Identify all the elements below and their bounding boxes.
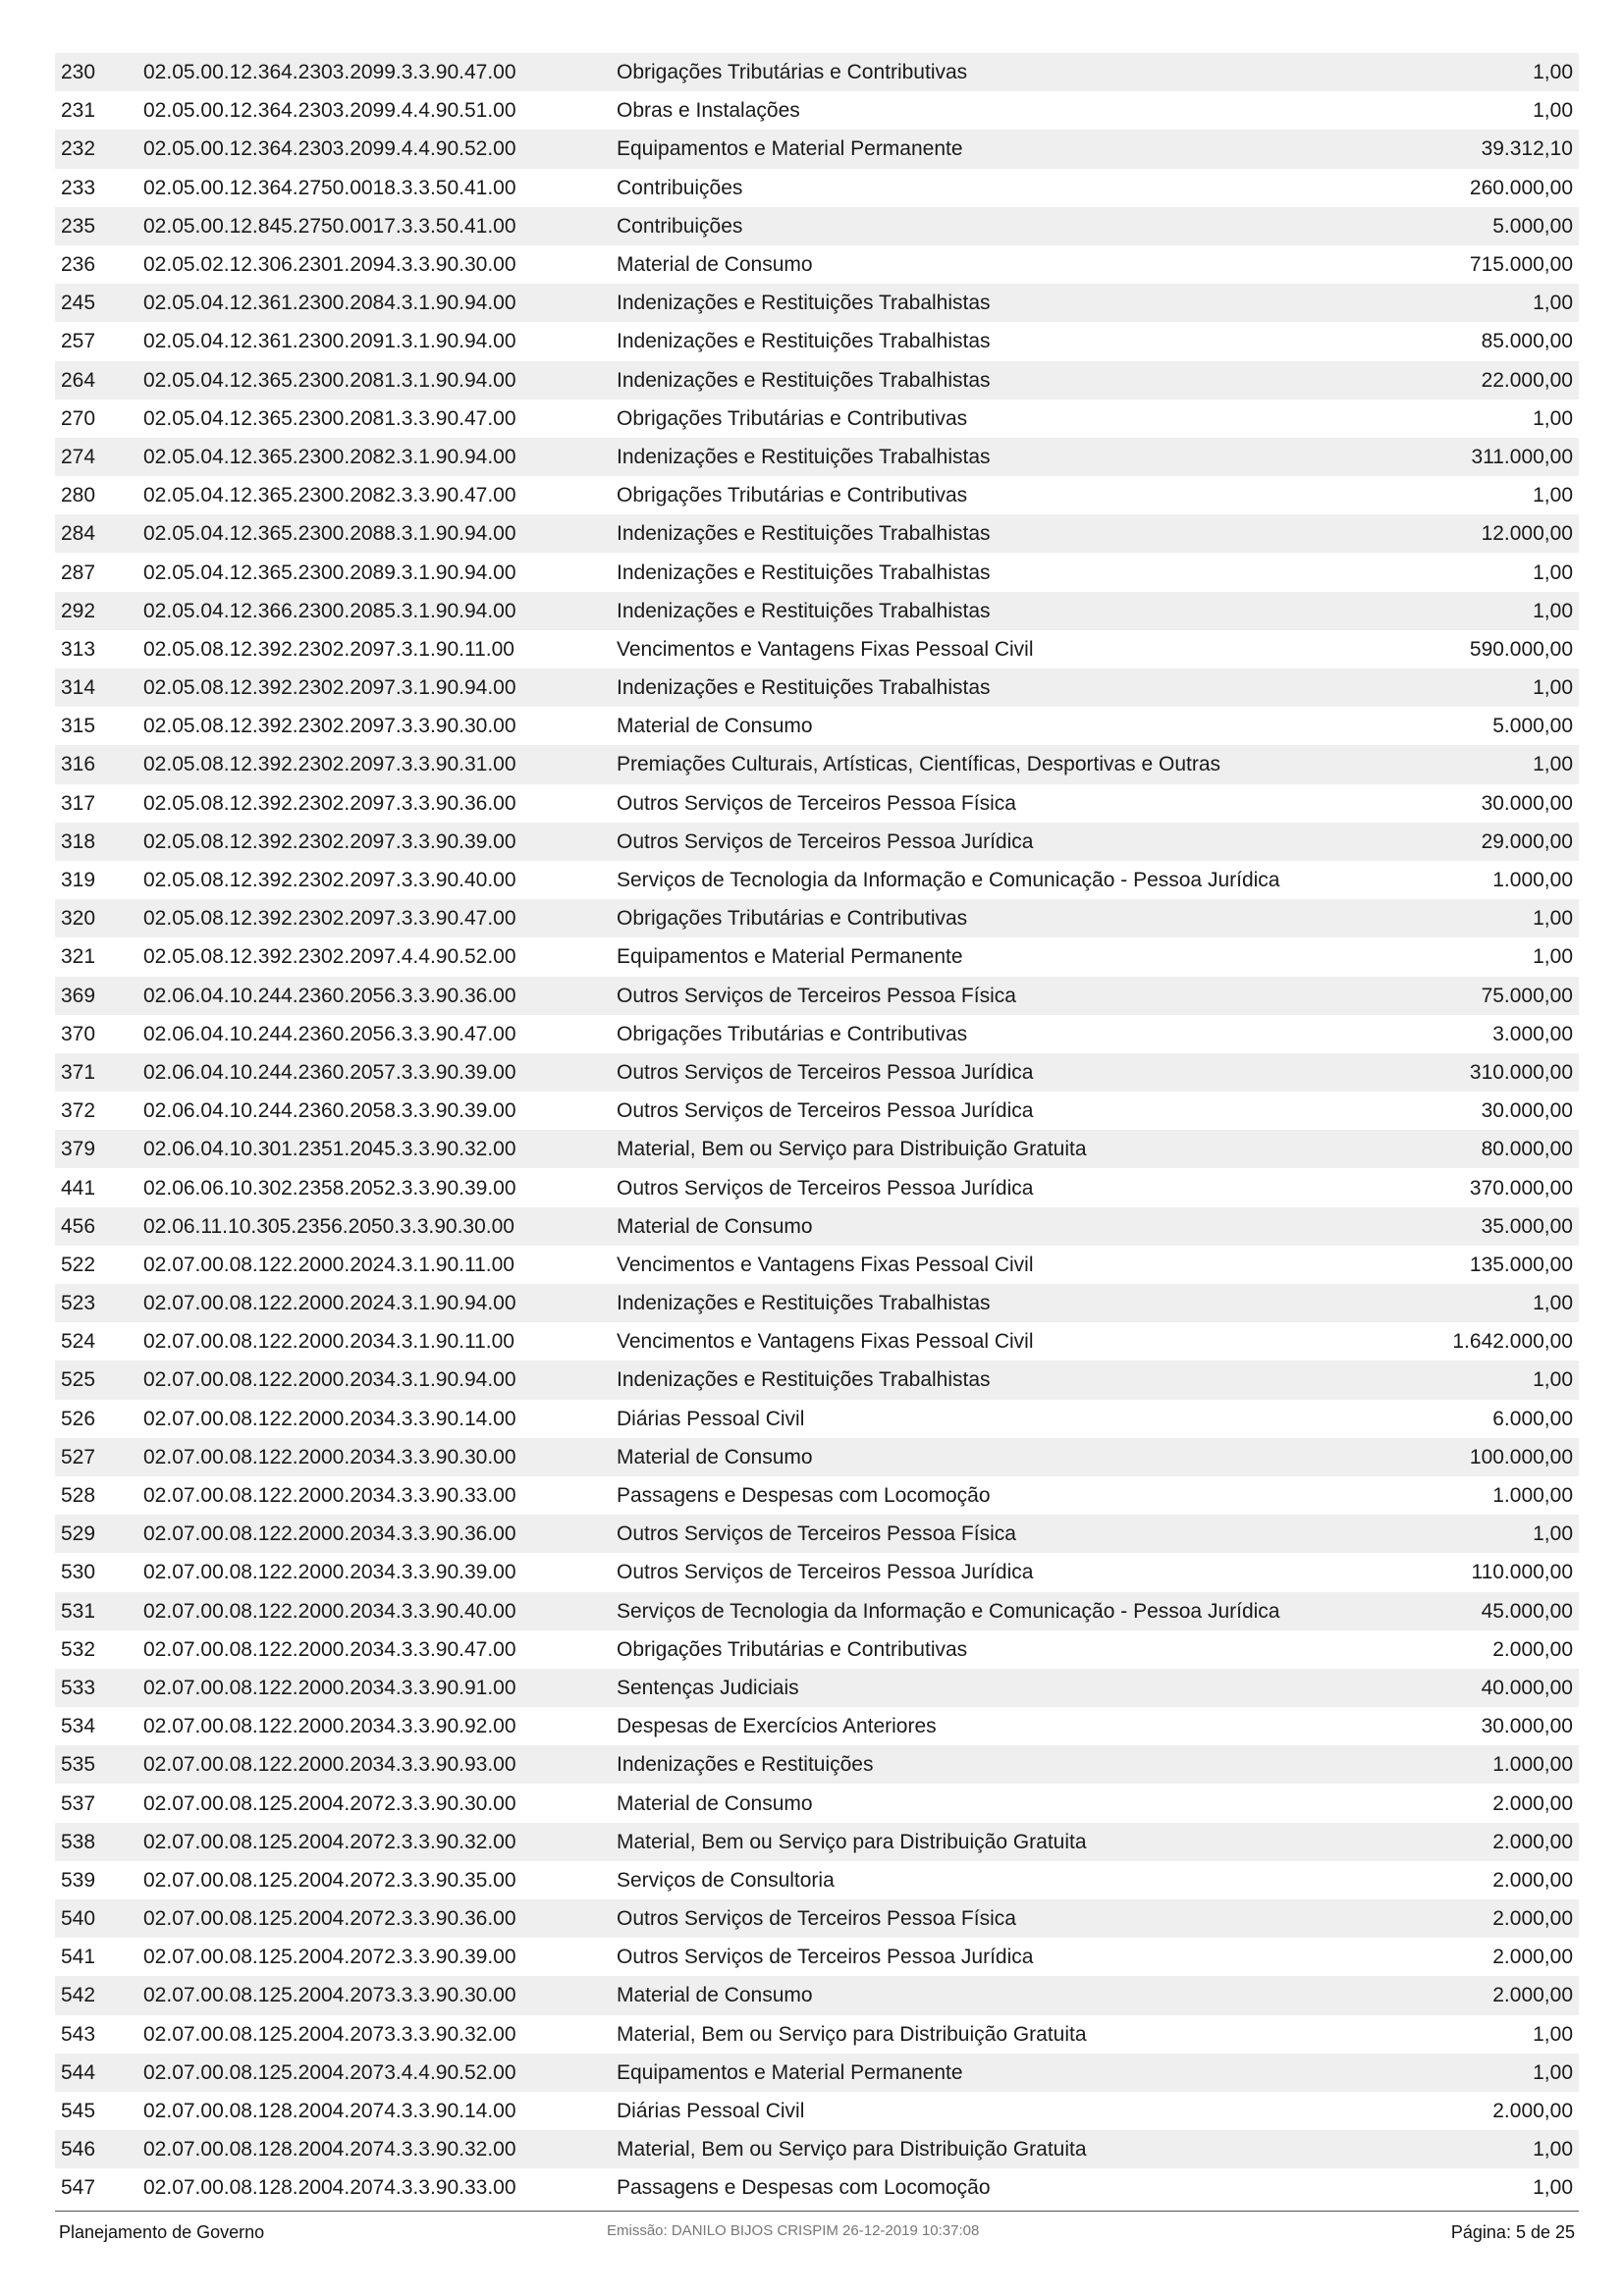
amount-value: 22.000,00	[1481, 368, 1573, 392]
footer-page-number: Página: 5 de 25	[1450, 2222, 1575, 2242]
table-row	[55, 53, 1579, 91]
table-row	[55, 1784, 1579, 1822]
amount-value: 310.000,00	[1469, 1060, 1573, 1084]
amount-value: 1,00	[1533, 599, 1573, 622]
row-number: 522	[61, 1253, 96, 1276]
expense-description: Serviços de Consultoria	[617, 1868, 835, 1892]
table-row	[55, 476, 1579, 514]
budget-code: 02.07.00.08.122.2000.2034.3.3.90.33.00	[143, 1484, 516, 1508]
page-footer	[55, 2211, 1579, 2251]
budget-code: 02.05.00.12.364.2303.2099.4.4.90.52.00	[143, 137, 516, 161]
table-row	[55, 1361, 1579, 1399]
amount-value: 1,00	[1533, 907, 1573, 931]
budget-code: 02.07.00.08.125.2004.2072.3.3.90.35.00	[143, 1868, 516, 1892]
row-number: 523	[61, 1292, 96, 1315]
expense-description: Outros Serviços de Terceiros Pessoa Jurídica	[617, 1176, 1034, 1200]
expense-description: Diárias Pessoal Civil	[617, 2100, 805, 2123]
expense-description: Passagens e Despesas com Locomoção	[617, 2176, 991, 2200]
table-row	[55, 745, 1579, 783]
table-row	[55, 784, 1579, 823]
row-number: 529	[61, 1522, 96, 1546]
table-row	[55, 977, 1579, 1015]
row-number: 456	[61, 1214, 96, 1238]
expense-description: Material, Bem ou Serviço para Distribuição Gratuita	[617, 2022, 1087, 2046]
expense-description: Indenizações e Restituições Trabalhistas	[617, 561, 991, 584]
table-row	[55, 937, 1579, 976]
expense-description: Passagens e Despesas com Locomoção	[617, 1484, 991, 1508]
budget-code: 02.05.04.12.361.2300.2084.3.1.90.94.00	[143, 292, 516, 315]
row-number: 235	[61, 214, 96, 238]
amount-value: 1.000,00	[1492, 1484, 1573, 1508]
expense-description: Obrigações Tributárias e Contributivas	[617, 907, 968, 931]
table-row	[55, 1092, 1579, 1130]
row-number: 371	[61, 1060, 96, 1084]
expense-description: Material de Consumo	[617, 253, 813, 277]
budget-code: 02.06.11.10.305.2356.2050.3.3.90.30.00	[143, 1214, 514, 1238]
row-number: 314	[61, 676, 96, 700]
amount-value: 6.000,00	[1492, 1407, 1573, 1430]
budget-code: 02.05.04.12.365.2300.2081.3.3.90.47.00	[143, 406, 516, 430]
table-row	[55, 553, 1579, 591]
expense-description: Indenizações e Restituições Trabalhistas	[617, 1292, 991, 1315]
table-row	[55, 1053, 1579, 1092]
amount-value: 1,00	[1533, 2138, 1573, 2162]
amount-value: 1,00	[1533, 2176, 1573, 2200]
table-row	[55, 2015, 1579, 2054]
budget-code: 02.07.00.08.122.2000.2034.3.3.90.93.00	[143, 1753, 516, 1777]
row-number: 540	[61, 1907, 96, 1931]
amount-value: 1,00	[1533, 676, 1573, 700]
budget-code: 02.07.00.08.125.2004.2073.4.4.90.52.00	[143, 2060, 516, 2084]
expense-description: Outros Serviços de Terceiros Pessoa Jurídica	[617, 829, 1034, 853]
expense-description: Indenizações e Restituições Trabalhistas	[617, 676, 991, 700]
expense-description: Indenizações e Restituições Trabalhistas	[617, 292, 991, 315]
budget-code: 02.05.00.12.364.2303.2099.3.3.90.47.00	[143, 61, 516, 84]
row-number: 369	[61, 984, 96, 1007]
amount-value: 311.000,00	[1471, 445, 1573, 468]
row-number: 257	[61, 330, 96, 353]
row-number: 539	[61, 1868, 96, 1892]
expense-description: Material de Consumo	[617, 1214, 813, 1238]
budget-code: 02.07.00.08.125.2004.2072.3.3.90.30.00	[143, 1791, 516, 1815]
expense-description: Material, Bem ou Serviço para Distribuição Gratuita	[617, 2138, 1087, 2162]
table-row	[55, 2054, 1579, 2092]
table-row	[55, 1938, 1579, 1976]
amount-value: 135.000,00	[1469, 1253, 1573, 1276]
amount-value: 1,00	[1533, 61, 1573, 84]
row-number: 231	[61, 99, 96, 123]
row-number: 264	[61, 368, 96, 392]
budget-code: 02.07.00.08.128.2004.2074.3.3.90.32.00	[143, 2138, 516, 2162]
row-number: 292	[61, 599, 96, 622]
amount-value: 1,00	[1533, 1368, 1573, 1392]
expense-description: Material, Bem ou Serviço para Distribuição Gratuita	[617, 1830, 1087, 1853]
amount-value: 75.000,00	[1481, 984, 1573, 1007]
table-row	[55, 1899, 1579, 1938]
expense-description: Sentenças Judiciais	[617, 1676, 799, 1699]
amount-value: 80.000,00	[1481, 1138, 1573, 1161]
expense-description: Outros Serviços de Terceiros Pessoa Física	[617, 791, 1016, 815]
row-number: 318	[61, 829, 96, 853]
expense-description: Despesas de Exercícios Anteriores	[617, 1715, 937, 1738]
row-number: 531	[61, 1599, 96, 1623]
table-row	[55, 1246, 1579, 1284]
amount-value: 715.000,00	[1469, 253, 1573, 277]
budget-code: 02.05.00.12.364.2303.2099.4.4.90.51.00	[143, 99, 516, 123]
expense-description: Indenizações e Restituições Trabalhistas	[617, 599, 991, 622]
expense-description: Vencimentos e Vantagens Fixas Pessoal Civil	[617, 1253, 1034, 1276]
expense-description: Diárias Pessoal Civil	[617, 1407, 805, 1430]
budget-code: 02.05.08.12.392.2302.2097.3.3.90.36.00	[143, 791, 516, 815]
amount-value: 1,00	[1533, 99, 1573, 123]
amount-value: 1,00	[1533, 484, 1573, 507]
table-row	[55, 1015, 1579, 1053]
budget-code: 02.07.00.08.122.2000.2034.3.3.90.39.00	[143, 1561, 516, 1584]
budget-table	[55, 53, 1579, 2208]
table-row	[55, 1745, 1579, 1784]
table-row	[55, 1553, 1579, 1591]
row-number: 544	[61, 2060, 96, 2084]
amount-value: 45.000,00	[1481, 1599, 1573, 1623]
budget-code: 02.07.00.08.128.2004.2074.3.3.90.33.00	[143, 2176, 516, 2200]
expense-description: Material de Consumo	[617, 715, 813, 738]
expense-description: Serviços de Tecnologia da Informação e Comunicação - Pessoa Jurídica	[617, 1599, 1280, 1623]
row-number: 313	[61, 637, 96, 661]
row-number: 284	[61, 522, 96, 546]
expense-description: Equipamentos e Material Permanente	[617, 2060, 963, 2084]
row-number: 320	[61, 907, 96, 931]
row-number: 280	[61, 484, 96, 507]
expense-description: Outros Serviços de Terceiros Pessoa Jurídica	[617, 1946, 1034, 1969]
budget-code: 02.05.00.12.364.2750.0018.3.3.50.41.00	[143, 176, 516, 199]
row-number: 315	[61, 715, 96, 738]
budget-code: 02.07.00.08.122.2000.2034.3.3.90.91.00	[143, 1676, 516, 1699]
expense-description: Outros Serviços de Terceiros Pessoa Jurídica	[617, 1561, 1034, 1584]
row-number: 543	[61, 2022, 96, 2046]
amount-value: 30.000,00	[1481, 1099, 1573, 1123]
row-number: 532	[61, 1637, 96, 1661]
row-number: 370	[61, 1022, 96, 1045]
budget-code: 02.07.00.08.122.2000.2034.3.1.90.11.00	[143, 1330, 514, 1354]
expense-description: Obrigações Tributárias e Contributivas	[617, 1637, 968, 1661]
budget-code: 02.05.04.12.365.2300.2081.3.1.90.94.00	[143, 368, 516, 392]
table-row	[55, 2092, 1579, 2130]
budget-code: 02.07.00.08.122.2000.2024.3.1.90.94.00	[143, 1292, 516, 1315]
expense-description: Outros Serviços de Terceiros Pessoa Física	[617, 984, 1016, 1007]
row-number: 232	[61, 137, 96, 161]
expense-description: Material, Bem ou Serviço para Distribuição Gratuita	[617, 1138, 1087, 1161]
table-row	[55, 1168, 1579, 1206]
row-number: 524	[61, 1330, 96, 1354]
row-number: 547	[61, 2176, 96, 2200]
amount-value: 5.000,00	[1492, 214, 1573, 238]
row-number: 317	[61, 791, 96, 815]
amount-value: 1,00	[1533, 2060, 1573, 2084]
table-row	[55, 245, 1579, 284]
row-number: 236	[61, 253, 96, 277]
budget-code: 02.06.04.10.244.2360.2058.3.3.90.39.00	[143, 1099, 516, 1123]
footer-emission: Emissão: DANILO BIJOS CRISPIM 26-12-2019 10:37:08	[607, 2222, 980, 2239]
table-row	[55, 284, 1579, 322]
budget-table-body	[55, 53, 1579, 2208]
table-row	[55, 1438, 1579, 1476]
row-number: 274	[61, 445, 96, 468]
row-number: 542	[61, 1984, 96, 2007]
amount-value: 40.000,00	[1481, 1676, 1573, 1699]
table-row	[55, 438, 1579, 476]
table-row	[55, 1861, 1579, 1899]
expense-description: Outros Serviços de Terceiros Pessoa Física	[617, 1907, 1016, 1931]
amount-value: 110.000,00	[1471, 1561, 1573, 1584]
amount-value: 1,00	[1533, 1292, 1573, 1315]
budget-code: 02.05.08.12.392.2302.2097.3.3.90.31.00	[143, 753, 516, 776]
row-number: 526	[61, 1407, 96, 1430]
amount-value: 2.000,00	[1492, 1946, 1573, 1969]
amount-value: 2.000,00	[1492, 1984, 1573, 2007]
amount-value: 2.000,00	[1492, 1791, 1573, 1815]
budget-code: 02.05.02.12.306.2301.2094.3.3.90.30.00	[143, 253, 516, 277]
table-row	[55, 1707, 1579, 1745]
table-row	[55, 207, 1579, 245]
table-row	[55, 361, 1579, 400]
row-number: 530	[61, 1561, 96, 1584]
row-number: 270	[61, 406, 96, 430]
budget-code: 02.05.04.12.365.2300.2088.3.1.90.94.00	[143, 522, 516, 546]
table-row	[55, 1284, 1579, 1322]
row-number: 541	[61, 1946, 96, 1969]
expense-description: Equipamentos e Material Permanente	[617, 137, 963, 161]
amount-value: 1,00	[1533, 753, 1573, 776]
amount-value: 29.000,00	[1481, 829, 1573, 853]
budget-code: 02.07.00.08.125.2004.2073.3.3.90.32.00	[143, 2022, 516, 2046]
amount-value: 3.000,00	[1492, 1022, 1573, 1045]
budget-code: 02.05.04.12.365.2300.2089.3.1.90.94.00	[143, 561, 516, 584]
amount-value: 1.642.000,00	[1452, 1330, 1573, 1354]
budget-code: 02.07.00.08.122.2000.2034.3.1.90.94.00	[143, 1368, 516, 1392]
row-number: 546	[61, 2138, 96, 2162]
row-number: 538	[61, 1830, 96, 1853]
table-row	[55, 1669, 1579, 1707]
expense-description: Indenizações e Restituições Trabalhistas	[617, 368, 991, 392]
budget-code: 02.05.08.12.392.2302.2097.3.1.90.94.00	[143, 676, 516, 700]
row-number: 372	[61, 1099, 96, 1123]
budget-code: 02.07.00.08.125.2004.2073.3.3.90.30.00	[143, 1984, 516, 2007]
amount-value: 260.000,00	[1469, 176, 1573, 199]
table-row	[55, 2130, 1579, 2168]
amount-value: 2.000,00	[1492, 1907, 1573, 1931]
expense-description: Obrigações Tributárias e Contributivas	[617, 61, 968, 84]
budget-code: 02.05.00.12.845.2750.0017.3.3.50.41.00	[143, 214, 516, 238]
expense-description: Contribuições	[617, 176, 743, 199]
budget-code: 02.05.04.12.366.2300.2085.3.1.90.94.00	[143, 599, 516, 622]
row-number: 319	[61, 869, 96, 892]
expense-description: Premiações Culturais, Artísticas, Científicas, Desportivas e Outras	[617, 753, 1221, 776]
row-number: 528	[61, 1484, 96, 1508]
table-row	[55, 1322, 1579, 1361]
amount-value: 39.312,10	[1481, 137, 1573, 161]
budget-code: 02.07.00.08.122.2000.2034.3.3.90.47.00	[143, 1637, 516, 1661]
budget-code: 02.06.06.10.302.2358.2052.3.3.90.39.00	[143, 1176, 516, 1200]
expense-description: Obras e Instalações	[617, 99, 800, 123]
amount-value: 1,00	[1533, 2022, 1573, 2046]
budget-code: 02.07.00.08.122.2000.2034.3.3.90.14.00	[143, 1407, 516, 1430]
budget-code: 02.07.00.08.125.2004.2072.3.3.90.36.00	[143, 1907, 516, 1931]
row-number: 537	[61, 1791, 96, 1815]
amount-value: 1,00	[1533, 406, 1573, 430]
row-number: 316	[61, 753, 96, 776]
row-number: 534	[61, 1715, 96, 1738]
table-row	[55, 1400, 1579, 1438]
document-page	[55, 53, 1579, 2208]
budget-code: 02.07.00.08.125.2004.2072.3.3.90.39.00	[143, 1946, 516, 1969]
budget-code: 02.05.04.12.365.2300.2082.3.3.90.47.00	[143, 484, 516, 507]
amount-value: 35.000,00	[1481, 1214, 1573, 1238]
budget-code: 02.05.08.12.392.2302.2097.3.3.90.47.00	[143, 907, 516, 931]
table-row	[55, 400, 1579, 438]
expense-description: Material de Consumo	[617, 1445, 813, 1468]
budget-code: 02.05.08.12.392.2302.2097.3.3.90.39.00	[143, 829, 516, 853]
amount-value: 2.000,00	[1492, 1868, 1573, 1892]
table-row	[55, 1630, 1579, 1669]
amount-value: 1,00	[1533, 292, 1573, 315]
table-row	[55, 514, 1579, 553]
budget-code: 02.06.04.10.244.2360.2056.3.3.90.47.00	[143, 1022, 516, 1045]
row-number: 545	[61, 2100, 96, 2123]
expense-description: Indenizações e Restituições	[617, 1753, 874, 1777]
table-row	[55, 2168, 1579, 2207]
amount-value: 12.000,00	[1481, 522, 1573, 546]
amount-value: 2.000,00	[1492, 1830, 1573, 1853]
amount-value: 30.000,00	[1481, 791, 1573, 815]
footer-department: Planejamento de Governo	[59, 2222, 265, 2242]
expense-description: Indenizações e Restituições Trabalhistas	[617, 330, 991, 353]
expense-description: Outros Serviços de Terceiros Pessoa Jurídica	[617, 1099, 1034, 1123]
table-row	[55, 861, 1579, 899]
amount-value: 1,00	[1533, 561, 1573, 584]
expense-description: Obrigações Tributárias e Contributivas	[617, 484, 968, 507]
expense-description: Obrigações Tributárias e Contributivas	[617, 406, 968, 430]
table-row	[55, 130, 1579, 168]
budget-code: 02.06.04.10.244.2360.2056.3.3.90.36.00	[143, 984, 516, 1007]
expense-description: Material de Consumo	[617, 1791, 813, 1815]
amount-value: 1,00	[1533, 1522, 1573, 1546]
row-number: 525	[61, 1368, 96, 1392]
row-number: 533	[61, 1676, 96, 1699]
table-row	[55, 592, 1579, 630]
amount-value: 85.000,00	[1481, 330, 1573, 353]
expense-description: Indenizações e Restituições Trabalhistas	[617, 445, 991, 468]
amount-value: 2.000,00	[1492, 2100, 1573, 2123]
expense-description: Obrigações Tributárias e Contributivas	[617, 1022, 968, 1045]
table-row	[55, 707, 1579, 745]
expense-description: Outros Serviços de Terceiros Pessoa Física	[617, 1522, 1016, 1546]
table-row	[55, 630, 1579, 668]
expense-description: Vencimentos e Vantagens Fixas Pessoal Civil	[617, 637, 1034, 661]
row-number: 379	[61, 1138, 96, 1161]
table-row	[55, 899, 1579, 937]
expense-description: Serviços de Tecnologia da Informação e Comunicação - Pessoa Jurídica	[617, 869, 1280, 892]
row-number: 535	[61, 1753, 96, 1777]
table-row	[55, 1476, 1579, 1515]
row-number: 233	[61, 176, 96, 199]
table-row	[55, 1976, 1579, 2014]
budget-code: 02.07.00.08.128.2004.2074.3.3.90.14.00	[143, 2100, 516, 2123]
amount-value: 100.000,00	[1469, 1445, 1573, 1468]
table-row	[55, 668, 1579, 707]
amount-value: 30.000,00	[1481, 1715, 1573, 1738]
budget-code: 02.07.00.08.122.2000.2034.3.3.90.40.00	[143, 1599, 516, 1623]
amount-value: 1,00	[1533, 945, 1573, 969]
table-row	[55, 1592, 1579, 1630]
expense-description: Outros Serviços de Terceiros Pessoa Jurídica	[617, 1060, 1034, 1084]
table-row	[55, 823, 1579, 861]
budget-code: 02.05.08.12.392.2302.2097.3.1.90.11.00	[143, 637, 514, 661]
row-number: 230	[61, 61, 96, 84]
budget-code: 02.07.00.08.122.2000.2034.3.3.90.30.00	[143, 1445, 516, 1468]
amount-value: 370.000,00	[1469, 1176, 1573, 1200]
table-row	[55, 1130, 1579, 1168]
expense-description: Contribuições	[617, 214, 743, 238]
expense-description: Indenizações e Restituições Trabalhistas	[617, 522, 991, 546]
amount-value: 5.000,00	[1492, 715, 1573, 738]
amount-value: 2.000,00	[1492, 1637, 1573, 1661]
table-row	[55, 91, 1579, 130]
budget-code: 02.05.04.12.361.2300.2091.3.1.90.94.00	[143, 330, 516, 353]
budget-code: 02.05.08.12.392.2302.2097.3.3.90.30.00	[143, 715, 516, 738]
row-number: 287	[61, 561, 96, 584]
budget-code: 02.07.00.08.122.2000.2034.3.3.90.92.00	[143, 1715, 516, 1738]
amount-value: 1.000,00	[1492, 1753, 1573, 1777]
row-number: 321	[61, 945, 96, 969]
budget-code: 02.06.04.10.244.2360.2057.3.3.90.39.00	[143, 1060, 516, 1084]
expense-description: Material de Consumo	[617, 1984, 813, 2007]
table-row	[55, 169, 1579, 207]
table-row	[55, 1207, 1579, 1246]
table-row	[55, 1823, 1579, 1861]
expense-description: Vencimentos e Vantagens Fixas Pessoal Civil	[617, 1330, 1034, 1354]
table-row	[55, 322, 1579, 360]
expense-description: Indenizações e Restituições Trabalhistas	[617, 1368, 991, 1392]
budget-code: 02.05.04.12.365.2300.2082.3.1.90.94.00	[143, 445, 516, 468]
row-number: 527	[61, 1445, 96, 1468]
row-number: 245	[61, 292, 96, 315]
budget-code: 02.07.00.08.122.2000.2024.3.1.90.11.00	[143, 1253, 514, 1276]
table-row	[55, 1515, 1579, 1553]
budget-code: 02.07.00.08.125.2004.2072.3.3.90.32.00	[143, 1830, 516, 1853]
budget-code: 02.07.00.08.122.2000.2034.3.3.90.36.00	[143, 1522, 516, 1546]
budget-code: 02.05.08.12.392.2302.2097.4.4.90.52.00	[143, 945, 516, 969]
amount-value: 1.000,00	[1492, 869, 1573, 892]
budget-code: 02.05.08.12.392.2302.2097.3.3.90.40.00	[143, 869, 516, 892]
expense-description: Equipamentos e Material Permanente	[617, 945, 963, 969]
row-number: 441	[61, 1176, 96, 1200]
amount-value: 590.000,00	[1469, 637, 1573, 661]
budget-code: 02.06.04.10.301.2351.2045.3.3.90.32.00	[143, 1138, 516, 1161]
